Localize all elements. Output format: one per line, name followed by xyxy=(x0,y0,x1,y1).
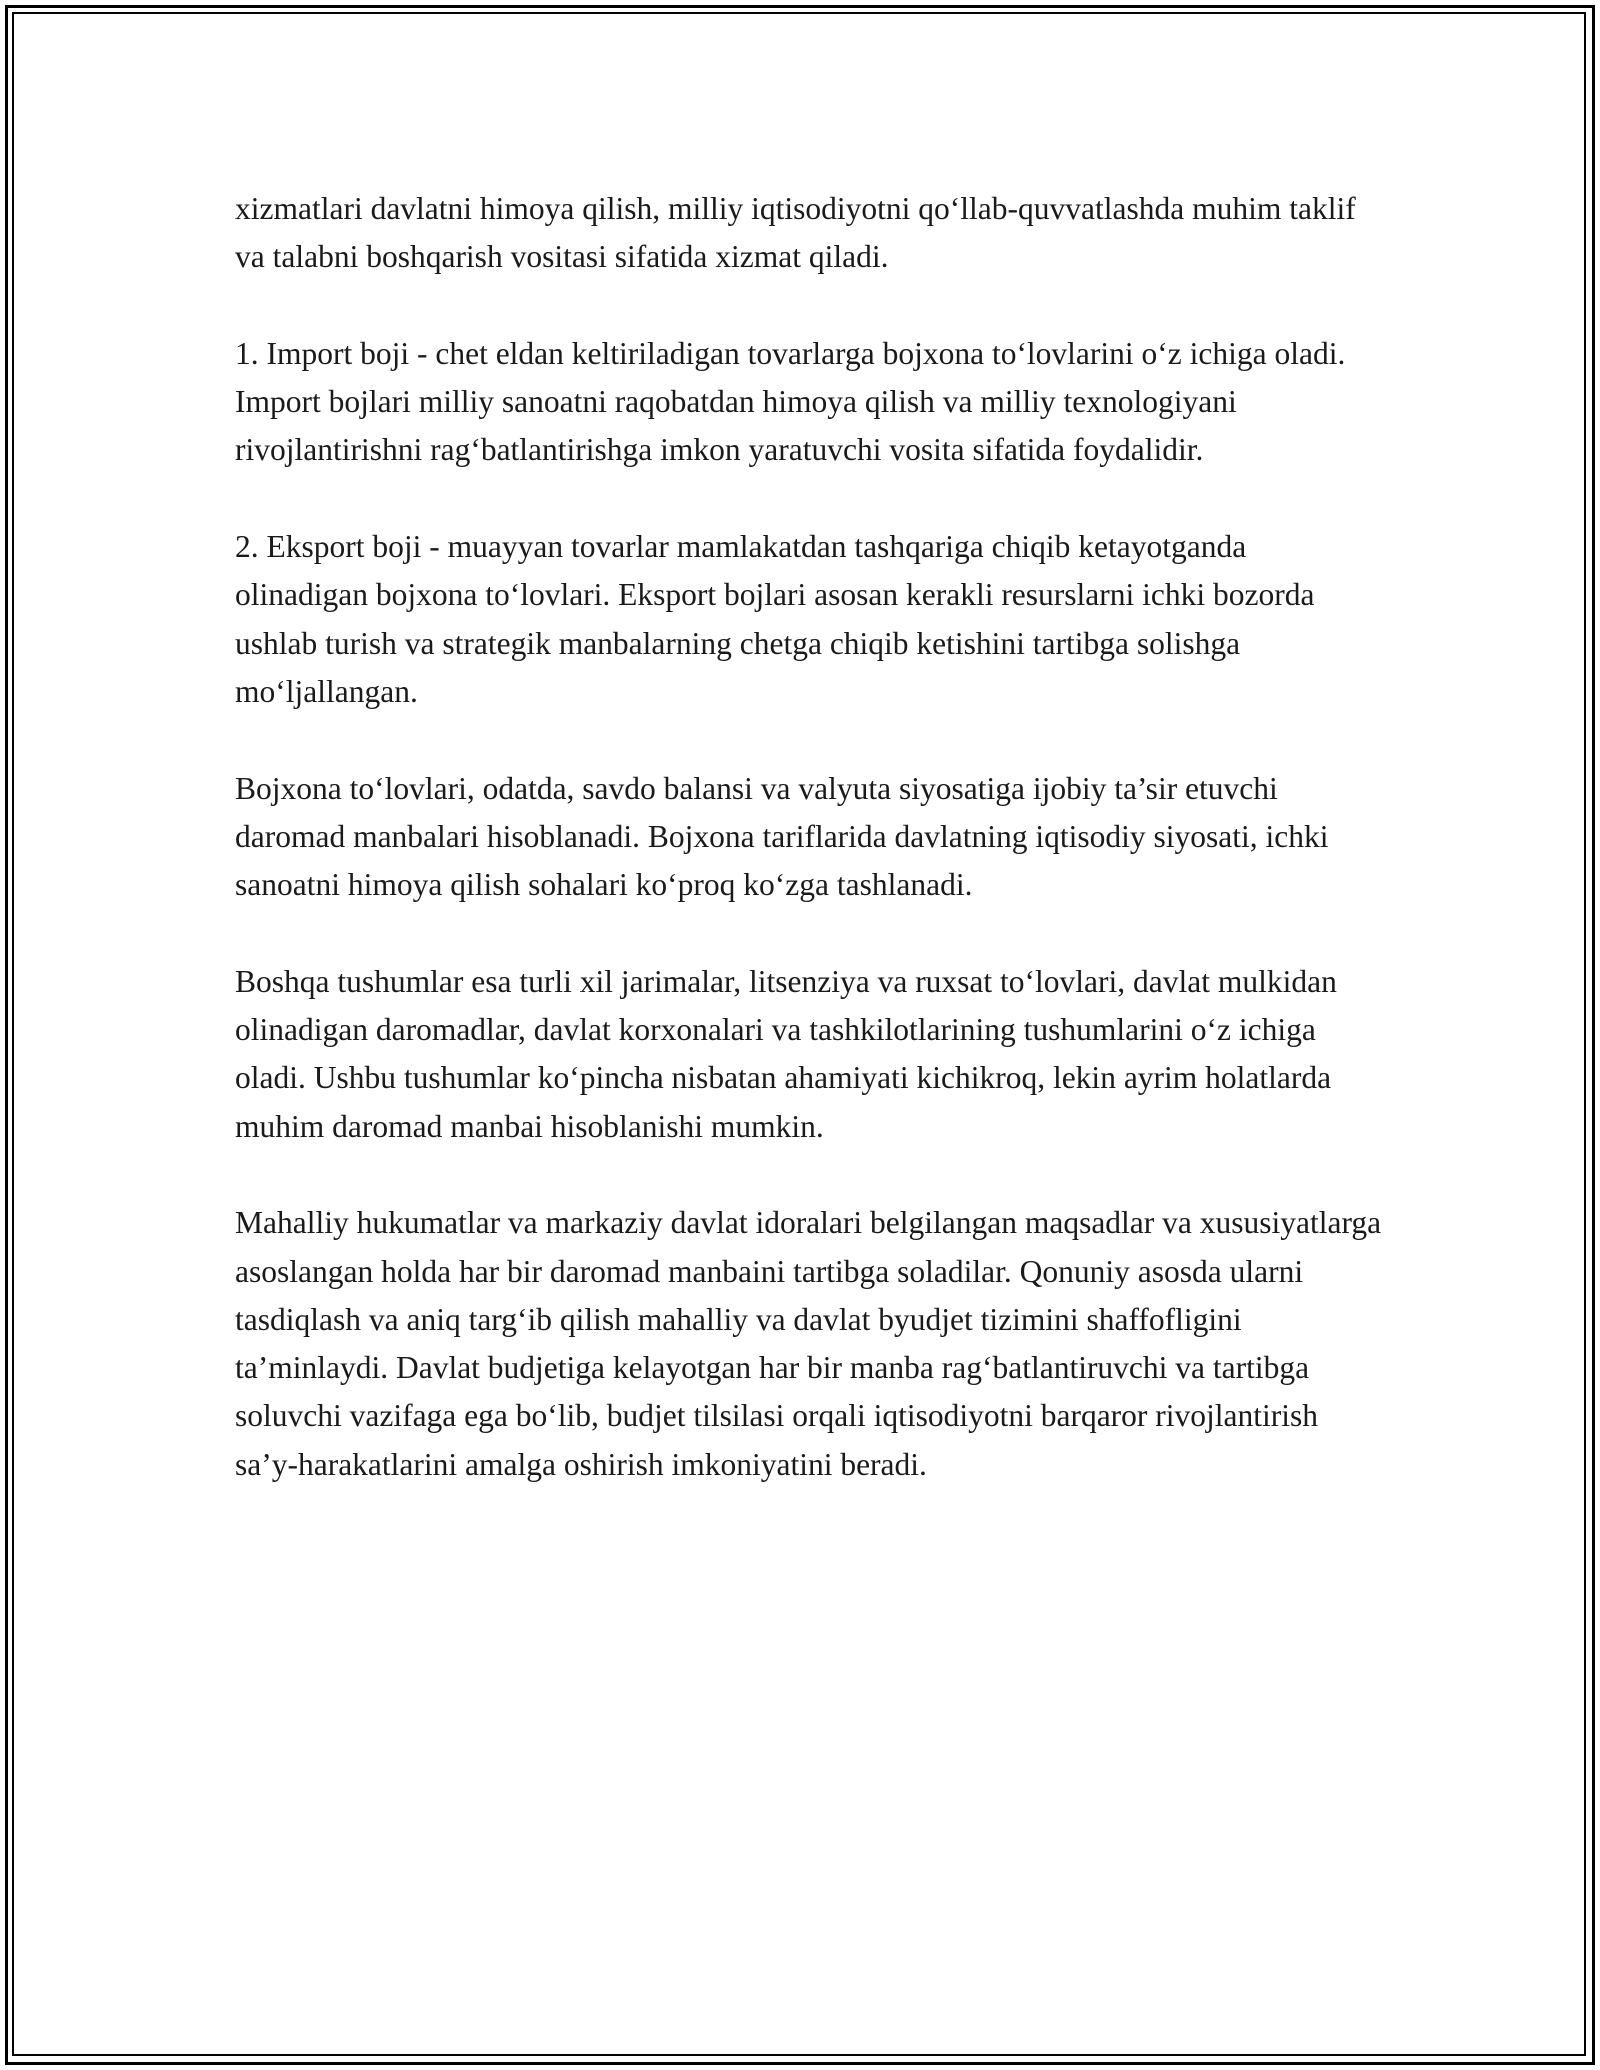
paragraph-local-governments: Mahalliy hukumatlar va markaziy davlat idoralari belgilangan maqsadlar va xususiyatlarga asoslangan holda har bir daromad manbaini tartibga soladilar. Qonuniy asosda ularni tasdiqlash va aniq targ‘ib qilish mahalliy va davlat byudjet tizimini shaffofligini ta’minlaydi. Davlat budjetiga kelayotgan har bir manba rag‘batlantiruvchi va tartibga soluvchi vazifaga ega bo‘lib, budjet tilsilasi orqali iqtisodiyotni barqaror rivojlantirish sa’y-harakatlarini amalga oshirish imkoniyatini beradi. xyxy=(235,1205,1382,1482)
paragraph-import-duty: 1. Import boji - chet eldan keltiriladigan tovarlarga bojxona to‘lovlarini o‘z ichiga oladi. Import bojlari milliy sanoatni raqobatdan himoya qilish va milliy texnologiyani rivojlantirishni rag‘batlantirishga imkon yaratuvchi vosita sifatida foydalidir. xyxy=(235,335,1346,468)
paragraph-customs-payments: Bojxona to‘lovlari, odatda, savdo balansi va valyuta siyosatiga ijobiy ta’sir etuvchi daromad manbalari hisoblanadi. Bojxona tariflarida davlatning iqtisodiy siyosati, ichki sanoatni himoya qilish sohalari ko‘proq ko‘zga tashlanadi. xyxy=(235,770,1329,903)
paragraph-other-revenues: Boshqa tushumlar esa turli xil jarimalar, litsenziya va ruxsat to‘lovlari, davlat mulkidan olinadigan daromadlar, davlat korxonalari va tashkilotlarining tushumlarini o‘z ichiga oladi. Ushbu tushumlar ko‘pincha nisbatan ahamiyati kichikroq, lekin ayrim holatlarda muhim daromad manbai hisoblanishi mumkin. xyxy=(235,963,1337,1144)
paragraph-continuation: xizmatlari davlatni himoya qilish, milliy iqtisodiyotni qo‘llab-quvvatlashda muhim taklif va talabni boshqarish vositasi sifatida xizmat qiladi. xyxy=(235,191,1356,275)
document-body xyxy=(235,185,1385,1537)
paragraph-export-duty: 2. Eksport boji - muayyan tovarlar mamlakatdan tashqariga chiqib ketayotganda olinadigan bojxona to‘lovlari. Eksport bojlari asosan kerakli resurslarni ichki bozorda ushlab turish va strategik manbalarning chetga chiqib ketishini tartibga solishga mo‘ljallangan. xyxy=(235,529,1315,709)
